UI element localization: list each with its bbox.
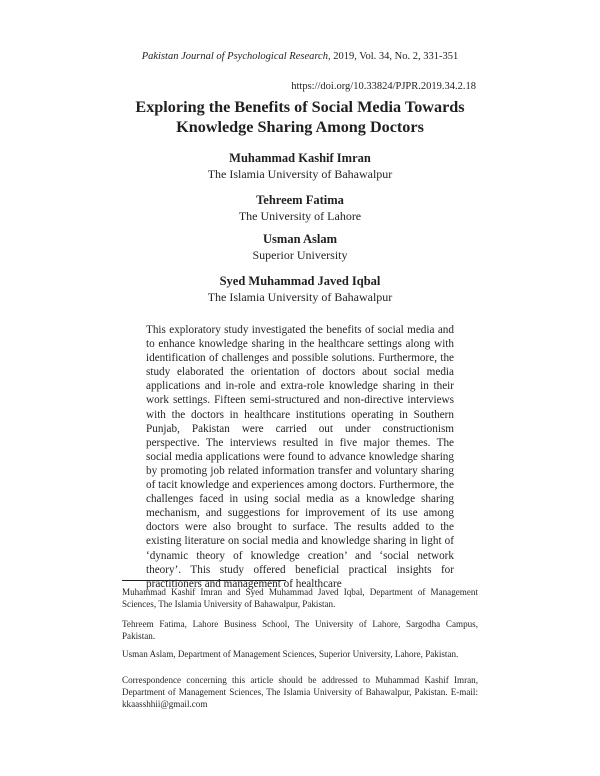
correspondence-footnote: Correspondence concerning this article should be addressed to Muhammad Kashif Imran, Department of Management Sciences, The Islamia University of Bahawalpur, Pakistan. E-mail: kkaasshhii@gmail.com <box>122 675 478 710</box>
title-line: Knowledge Sharing Among Doctors <box>176 117 424 136</box>
author-name: Muhammad Kashif Imran <box>229 151 371 165</box>
doi-link[interactable]: https://doi.org/10.33824/PJPR.2019.34.2.18 <box>291 81 476 92</box>
footnote-divider <box>122 580 286 581</box>
author-affiliation: The Islamia University of Bahawalpur <box>207 290 393 304</box>
author-name: Tehreem Fatima <box>256 193 344 207</box>
journal-name: Pakistan Journal of Psychological Research, <box>141 51 331 62</box>
paper-title <box>100 98 500 137</box>
journal-citation <box>0 51 600 62</box>
author-name: Syed Muhammad Javed Iqbal <box>219 274 381 288</box>
author-affiliation: The Islamia University of Bahawalpur <box>207 167 393 181</box>
author-affiliation: The University of Lahore <box>238 209 362 223</box>
title-line: Exploring the Benefits of Social Media Towards <box>135 98 465 116</box>
abstract-text: This exploratory study investigated the benefits of social media and to enhance knowledge sharing in the healthcare settings along with identification of challenges and possible solutions. Furthermore, the study elaborated the orientation of doctors about social media applications and in-role and extra-role knowledge sharing in their work settings. Fifteen semi-structured and non-directive interviews with the doctors in healthcare institutions operating in Southern Punjab, Pakistan were carried out under constructionism perspective. The interviews resulted in five major themes. The social media applications were found to advance knowledge sharing by promoting job related information transfer and voluntary sharing of tacit knowledge and experiences among doctors. Furthermore, the challenges faced in using social media as a knowledge sharing mechanism, and suggestions for improvement of its use among doctors were also brought to surface. The results added to the existing literature on social media and knowledge sharing in light of ‘dynamic theory of knowledge creation’ and ‘social network theory’. This study offered beneficial practical insights for practitioners and management of healthcare <box>146 324 454 590</box>
footnote: Tehreem Fatima, Lahore Business School, The University of Lahore, Sargodha Campus, Pakistan. <box>122 619 478 642</box>
footnote: Usman Aslam, Department of Management Sciences, Superior University, Lahore, Pakistan. <box>122 649 459 659</box>
author-block <box>0 192 600 224</box>
footnote: Muhammad Kashif Imran and Syed Muhammad Javed Iqbal, Department of Management Sciences, The Islamia University of Bahawalpur, Pakistan. <box>122 587 478 610</box>
volume-issue-pages: 2019, Vol. 34, No. 2, 331-351 <box>330 51 459 62</box>
author-affiliation: Superior University <box>252 248 348 262</box>
author-block <box>0 150 600 182</box>
author-block <box>0 273 600 305</box>
author-name: Usman Aslam <box>263 232 337 246</box>
author-block <box>0 231 600 263</box>
